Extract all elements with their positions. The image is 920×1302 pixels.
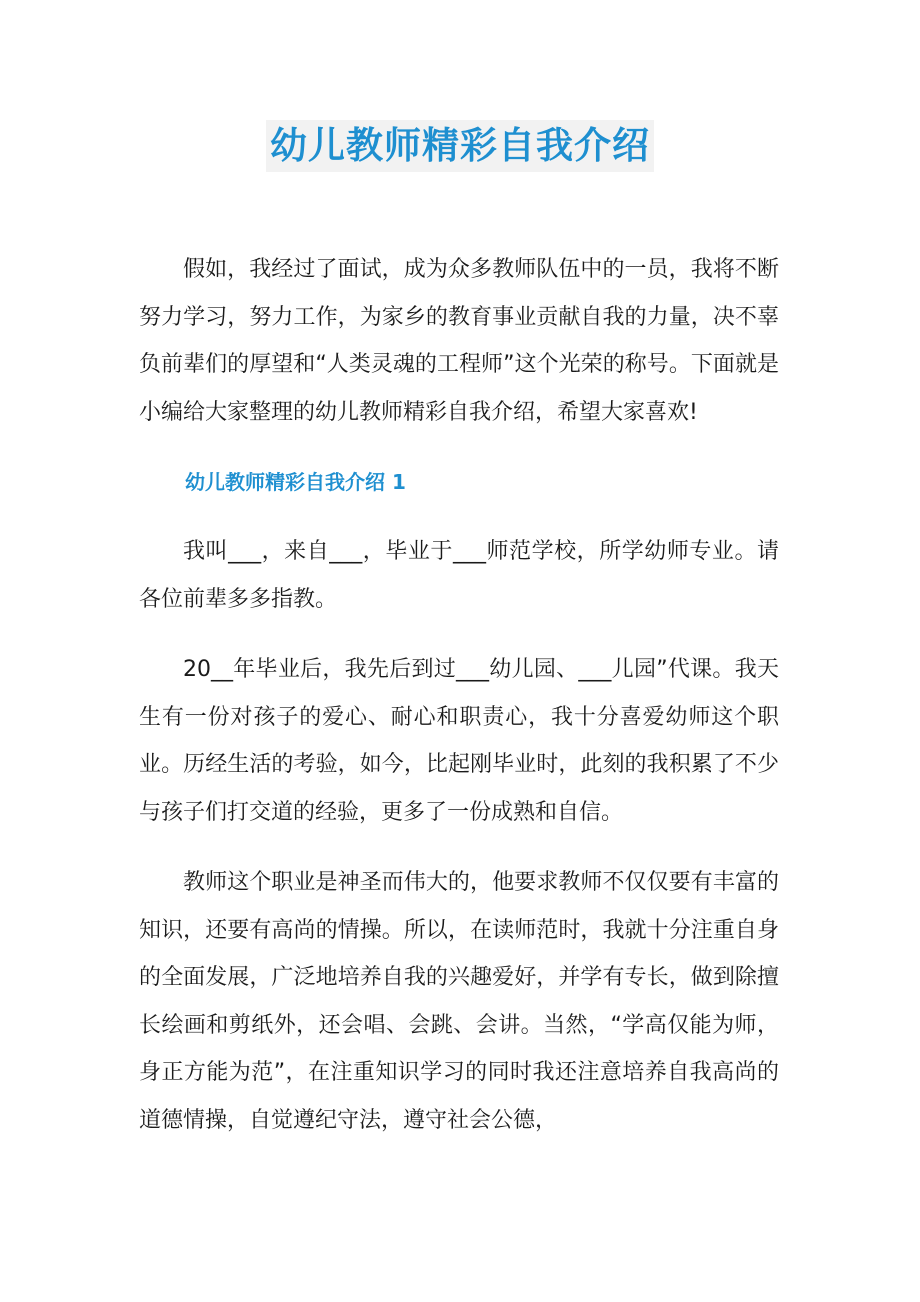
title-area bbox=[0, 120, 920, 172]
document-title: 幼儿教师精彩自我介绍 bbox=[266, 120, 654, 172]
section-heading: 幼儿教师精彩自我介绍 1 bbox=[185, 470, 406, 494]
section-paragraph-1: 我叫___，来自___，毕业于___师范学校，所学幼师专业。请各位前辈多多指教。 bbox=[139, 539, 779, 612]
document-body bbox=[139, 246, 779, 1167]
section-paragraph-2: 20__年毕业后，我先后到过___幼儿园、___儿园”代课。我天生有一份对孩子的爱心、耐心和职责心，我十分喜爱幼师这个职业。历经生活的考验，如今，比起刚毕业时，此刻的我积累了不少与孩子们打交道的经验，更多了一份成熟和自信。 bbox=[139, 657, 779, 825]
section-paragraph-3: 教师这个职业是神圣而伟大的，他要求教师不仅仅要有丰富的知识，还要有高尚的情操。所以，在读师范时，我就十分注重自身的全面发展，广泛地培养自我的兴趣爱好，并学有专长，做到除擅长绘画和剪纸外，还会唱、会跳、会讲。当然，“学高仅能为师，身正方能为范”，在注重知识学习的同时我还注意培养自我高尚的道德情操，自觉遵纪守法，遵守社会公德， bbox=[139, 870, 779, 1133]
intro-paragraph: 假如，我经过了面试，成为众多教师队伍中的一员，我将不断努力学习，努力工作，为家乡的教育事业贡献自我的力量，决不辜负前辈们的厚望和“人类灵魂的工程师”这个光荣的称号。下面就是小编给大家整理的幼儿教师精彩自我介绍，希望大家喜欢! bbox=[139, 257, 779, 425]
